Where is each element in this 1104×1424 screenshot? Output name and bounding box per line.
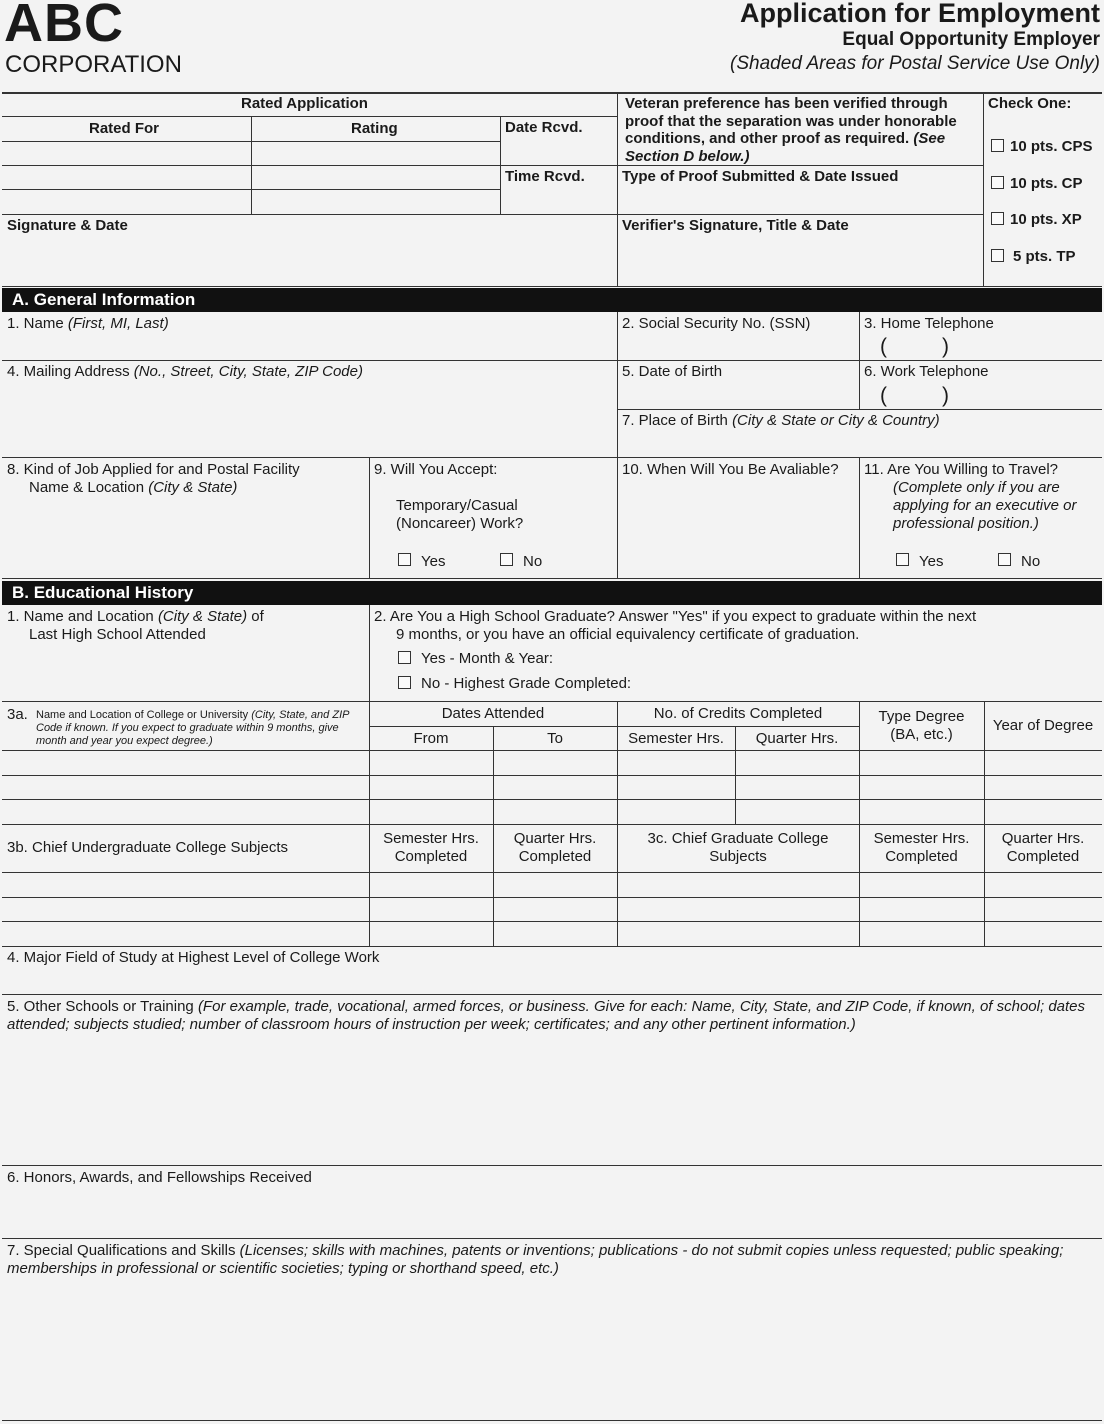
check-label-cps: 10 pts. CPS <box>1010 138 1093 155</box>
college-3a-number: 3a. <box>7 706 28 723</box>
willing-to-travel-label: 11. Are You Willing to Travel? <box>864 461 1059 478</box>
temporary-work-no-label: No <box>523 553 543 570</box>
home-telephone-input[interactable] <box>862 334 1100 358</box>
form-subtitle: Equal Opportunity Employer <box>842 29 1100 50</box>
high-school-label-text: 1. Name and Location <box>7 608 158 625</box>
ssn-label: 2. Social Security No. (SSN) <box>622 315 811 332</box>
college-3a-label-text: Name and Location of College or University <box>36 709 252 721</box>
checkbox-10pts-cps[interactable] <box>991 139 1004 152</box>
college-3a-label <box>36 709 356 748</box>
undergrad-semester-completed: Completed <box>394 848 468 865</box>
special-qualifications-label <box>7 1242 1099 1278</box>
place-of-birth-hint: (City & State or City & Country) <box>732 412 940 429</box>
temporary-work-yes-label: Yes <box>421 553 446 570</box>
travel-yes-label: Yes <box>919 553 944 570</box>
type-degree-sub-header: (BA, etc.) <box>890 726 953 743</box>
travel-no-label: No <box>1021 553 1041 570</box>
undergrad-semester-header: Semester Hrs. <box>383 830 479 847</box>
name-field-label <box>7 315 169 333</box>
work-phone-area-close: ) <box>942 384 949 407</box>
check-label-tp: 5 pts. TP <box>1013 248 1076 265</box>
hs-graduate-no-label: No - Highest Grade Completed: <box>421 675 632 692</box>
home-phone-area-close: ) <box>942 335 949 358</box>
hs-graduate-no-checkbox[interactable] <box>398 676 411 689</box>
place-of-birth-label: 7. Place of Birth <box>622 412 733 429</box>
veteran-text: Veteran preference has been verified through proof that the separation was under honorable conditions, and other proof as required. <box>625 95 957 147</box>
date-rcvd-label: Date Rcvd. <box>505 119 583 136</box>
home-phone-area-open: ( <box>880 335 887 358</box>
proof-type-label: Type of Proof Submitted & Date Issued <box>622 168 899 185</box>
honors-awards-input[interactable] <box>4 1190 1100 1235</box>
graduate-semester-header: Semester Hrs. <box>873 830 970 847</box>
other-schools-label <box>7 998 1099 1034</box>
subjects-row-3[interactable] <box>3 923 1101 945</box>
undergrad-quarter-header: Quarter Hrs. <box>513 830 597 847</box>
credits-completed-header: No. of Credits Completed <box>653 705 823 722</box>
mailing-address-label: 4. Mailing Address <box>7 363 134 380</box>
check-one-label: Check One: <box>988 95 1072 112</box>
checkbox-10pts-xp[interactable] <box>991 212 1004 225</box>
credits-quarter-header: Quarter Hrs. <box>755 730 839 747</box>
subjects-row-2[interactable] <box>3 899 1101 920</box>
signature-date-label: Signature & Date <box>7 217 128 234</box>
credits-semester-header: Semester Hrs. <box>628 730 724 747</box>
temporary-casual-label: Temporary/Casual <box>396 497 518 514</box>
home-telephone-label: 3. Home Telephone <box>864 315 994 332</box>
travel-yes-checkbox[interactable] <box>896 553 909 566</box>
checkbox-5pts-tp[interactable] <box>991 249 1004 262</box>
major-field-label: 4. Major Field of Study at Highest Level of College Work <box>7 949 380 966</box>
special-qualifications-label-text: 7. Special Qualifications and Skills <box>7 1242 240 1259</box>
will-you-accept-label: 9. Will You Accept: <box>374 461 498 478</box>
name-input[interactable] <box>4 336 614 358</box>
hs-graduate-yes-checkbox[interactable] <box>398 651 411 664</box>
company-logo-sub: CORPORATION <box>5 51 182 78</box>
willing-to-travel-hint: (Complete only if you are applying for an executive or professional position.) <box>893 479 1077 532</box>
college-row-2[interactable] <box>3 777 1101 798</box>
rating-label: Rating <box>351 120 398 137</box>
graduate-quarter-header: Quarter Hrs. <box>1001 830 1085 847</box>
other-schools-hint: (For example, trade, vocational, armed forces, or business. Give for each: Name, City, State, and ZIP Code, if known, of school; dates attended; subjects studied; number of classroom hours of instruction per week; certificates; and any other pertinent information.) <box>7 998 1086 1033</box>
veteran-see-section: (See Section D below.) <box>625 130 946 165</box>
college-3a-hint: (City, State, and ZIP Code if known. If you expect to graduate within 9 months, give month and year you expect degree.) <box>36 709 350 747</box>
mailing-address-hint: (No., Street, City, State, ZIP Code) <box>133 363 363 380</box>
time-rcvd-label: Time Rcvd. <box>505 168 585 185</box>
job-applied-label: 8. Kind of Job Applied for and Postal Facility <box>7 461 300 478</box>
to-header: To <box>547 730 563 747</box>
college-row-1[interactable] <box>3 752 1101 774</box>
place-of-birth-input[interactable] <box>620 432 1100 455</box>
company-logo-main: ABC <box>4 0 124 53</box>
noncareer-work-label: (Noncareer) Work? <box>396 515 524 532</box>
when-available-label: 10. When Will You Be Avaliable? <box>622 461 839 478</box>
check-label-cp: 10 pts. CP <box>1010 175 1083 192</box>
place-of-birth-field-label <box>622 412 940 430</box>
work-telephone-input[interactable] <box>862 383 1100 407</box>
job-applied-label-2 <box>29 479 237 497</box>
section-b-header: B. Educational History <box>2 581 1102 605</box>
section-a-header: A. General Information <box>2 288 1102 312</box>
special-qualifications-hint: (Licenses; skills with machines, patents or inventions; publications - do not submit copies unless requested; public speaking; memberships in professional or scientific societies; typing or shorthand speed, etc.) <box>7 1242 1064 1277</box>
from-header: From <box>413 730 449 747</box>
hs-graduate-question: 2. Are You a High School Graduate? Answer "Yes" if you expect to graduate within the next <box>374 608 977 625</box>
when-available-input[interactable] <box>620 482 856 575</box>
dates-attended-header: Dates Attended <box>441 705 545 722</box>
mailing-address-input[interactable] <box>4 384 614 454</box>
undergrad-subjects-label: 3b. Chief Undergraduate College Subjects <box>7 839 289 856</box>
date-of-birth-input[interactable] <box>620 384 856 407</box>
hs-graduate-question-2: 9 months, or you have an official equivalency certificate of graduation. <box>396 626 860 643</box>
date-of-birth-label: 5. Date of Birth <box>622 363 723 380</box>
temporary-work-no-checkbox[interactable] <box>500 553 513 566</box>
high-school-hint: (City & State) <box>157 608 248 625</box>
mailing-address-field-label <box>7 363 363 381</box>
high-school-of: of <box>247 608 264 625</box>
special-qualifications-input[interactable] <box>4 1284 1100 1417</box>
high-school-input[interactable] <box>4 648 366 698</box>
veteran-preference-text <box>625 95 981 165</box>
undergrad-quarter-completed: Completed <box>518 848 592 865</box>
hs-graduate-yes-label: Yes - Month & Year: <box>421 650 554 667</box>
college-row-3[interactable] <box>3 801 1101 823</box>
graduate-subjects-label-2: Subjects <box>709 848 767 865</box>
job-applied-input[interactable] <box>4 500 366 575</box>
major-field-input[interactable] <box>4 970 1100 992</box>
rated-application-heading: Rated Application <box>241 95 368 112</box>
name-hint: (First, MI, Last) <box>67 315 169 332</box>
shaded-areas-note: (Shaded Areas for Postal Service Use Only) <box>730 53 1100 74</box>
checkbox-10pts-cp[interactable] <box>991 176 1004 189</box>
verifier-label: Verifier's Signature, Title & Date <box>622 217 849 234</box>
name-label: 1. Name <box>7 315 68 332</box>
graduate-semester-completed: Completed <box>885 848 958 865</box>
year-degree-header: Year of Degree <box>992 717 1094 734</box>
job-location-hint: (City & State) <box>148 479 238 496</box>
work-phone-area-open: ( <box>880 384 887 407</box>
other-schools-label-text: 5. Other Schools or Training <box>7 998 198 1015</box>
form-title: Application for Employment <box>739 0 1100 28</box>
travel-no-checkbox[interactable] <box>998 553 1011 566</box>
other-schools-input[interactable] <box>4 1040 1100 1162</box>
work-telephone-label: 6. Work Telephone <box>864 363 989 380</box>
job-location-label: Name & Location <box>29 479 149 496</box>
graduate-subjects-label: 3c. Chief Graduate College <box>647 830 829 847</box>
ssn-input[interactable] <box>620 336 856 358</box>
high-school-label-2: Last High School Attended <box>29 626 206 643</box>
rated-for-label: Rated For <box>89 120 160 137</box>
honors-awards-label: 6. Honors, Awards, and Fellowships Received <box>7 1169 312 1186</box>
temporary-work-yes-checkbox[interactable] <box>398 553 411 566</box>
check-label-xp: 10 pts. XP <box>1010 211 1082 228</box>
subjects-row-1[interactable] <box>3 874 1101 896</box>
graduate-quarter-completed: Completed <box>1006 848 1080 865</box>
type-degree-header: Type Degree <box>878 708 965 725</box>
high-school-label <box>7 608 264 626</box>
